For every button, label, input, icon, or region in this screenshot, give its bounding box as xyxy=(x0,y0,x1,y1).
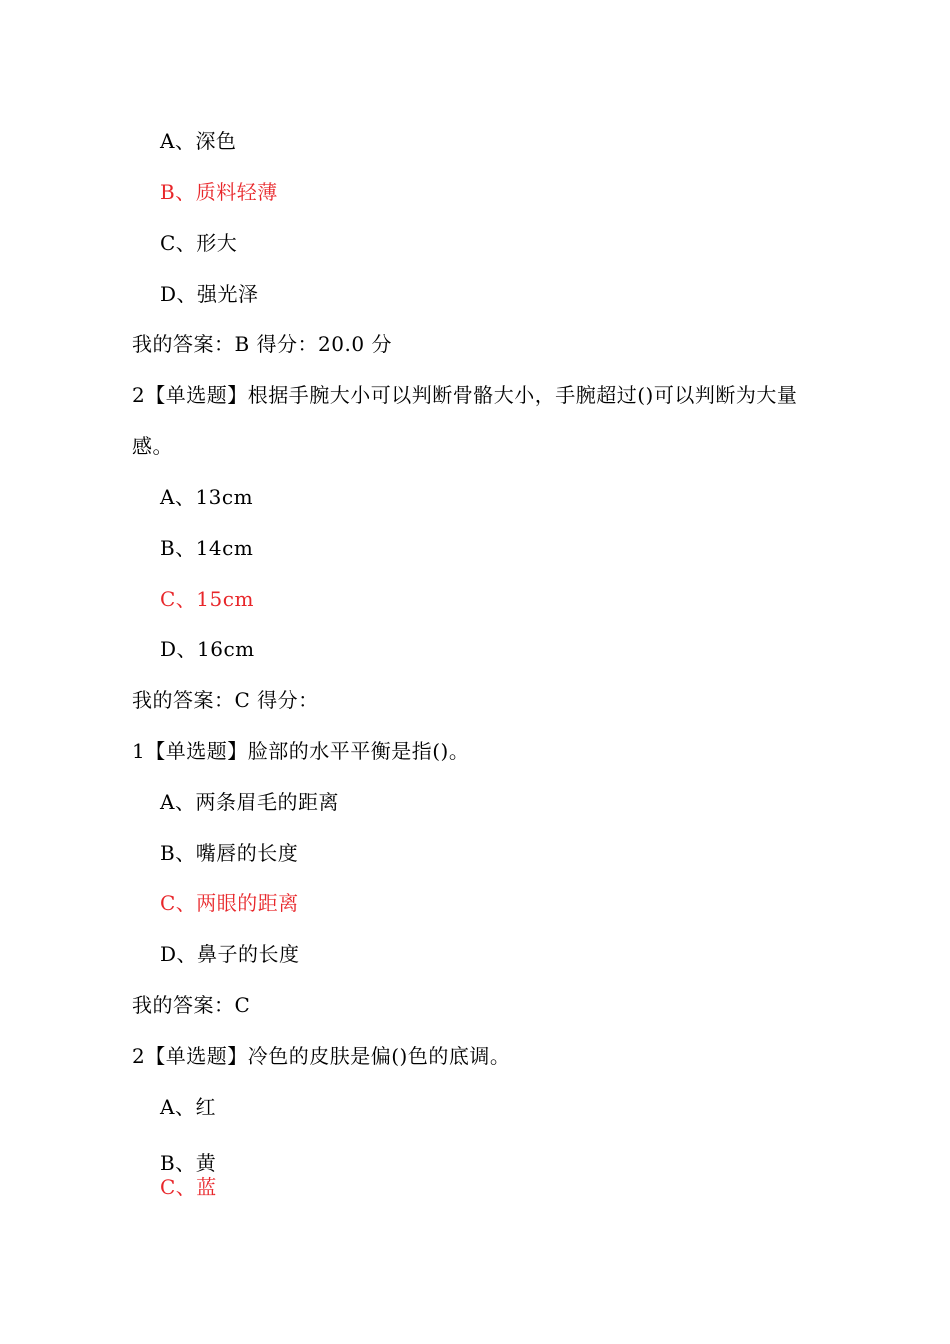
question-stem: 2【单选题】根据手腕大小可以判断骨骼大小，手腕超过()可以判断为大量 xyxy=(132,383,798,407)
option-c: C、形大 xyxy=(160,231,238,255)
option-d: D、16cm xyxy=(160,637,255,661)
option-b: B、黄 xyxy=(160,1151,217,1175)
option-a: A、13cm xyxy=(160,485,254,509)
option-d: D、强光泽 xyxy=(160,282,259,306)
question-stem: 1【单选题】脸部的水平平衡是指()。 xyxy=(132,739,470,763)
option-c-correct: C、15cm xyxy=(160,587,254,611)
option-b-correct: B、质料轻薄 xyxy=(160,180,278,204)
option-a: A、两条眉毛的距离 xyxy=(160,790,339,814)
option-b: B、14cm xyxy=(160,536,254,560)
option-a: A、深色 xyxy=(160,129,237,153)
option-c-correct: C、两眼的距离 xyxy=(160,891,299,915)
option-b: B、嘴唇的长度 xyxy=(160,841,299,865)
question-stem-continued: 感。 xyxy=(132,434,173,458)
my-answer: 我的答案：B 得分：20.0 分 xyxy=(132,332,392,356)
option-c-correct: C、蓝 xyxy=(160,1175,217,1199)
option-d: D、鼻子的长度 xyxy=(160,942,300,966)
my-answer: 我的答案：C xyxy=(132,993,251,1017)
question-stem: 2【单选题】冷色的皮肤是偏()色的底调。 xyxy=(132,1044,511,1068)
my-answer: 我的答案：C 得分： xyxy=(132,688,319,712)
option-a: A、红 xyxy=(160,1095,216,1119)
